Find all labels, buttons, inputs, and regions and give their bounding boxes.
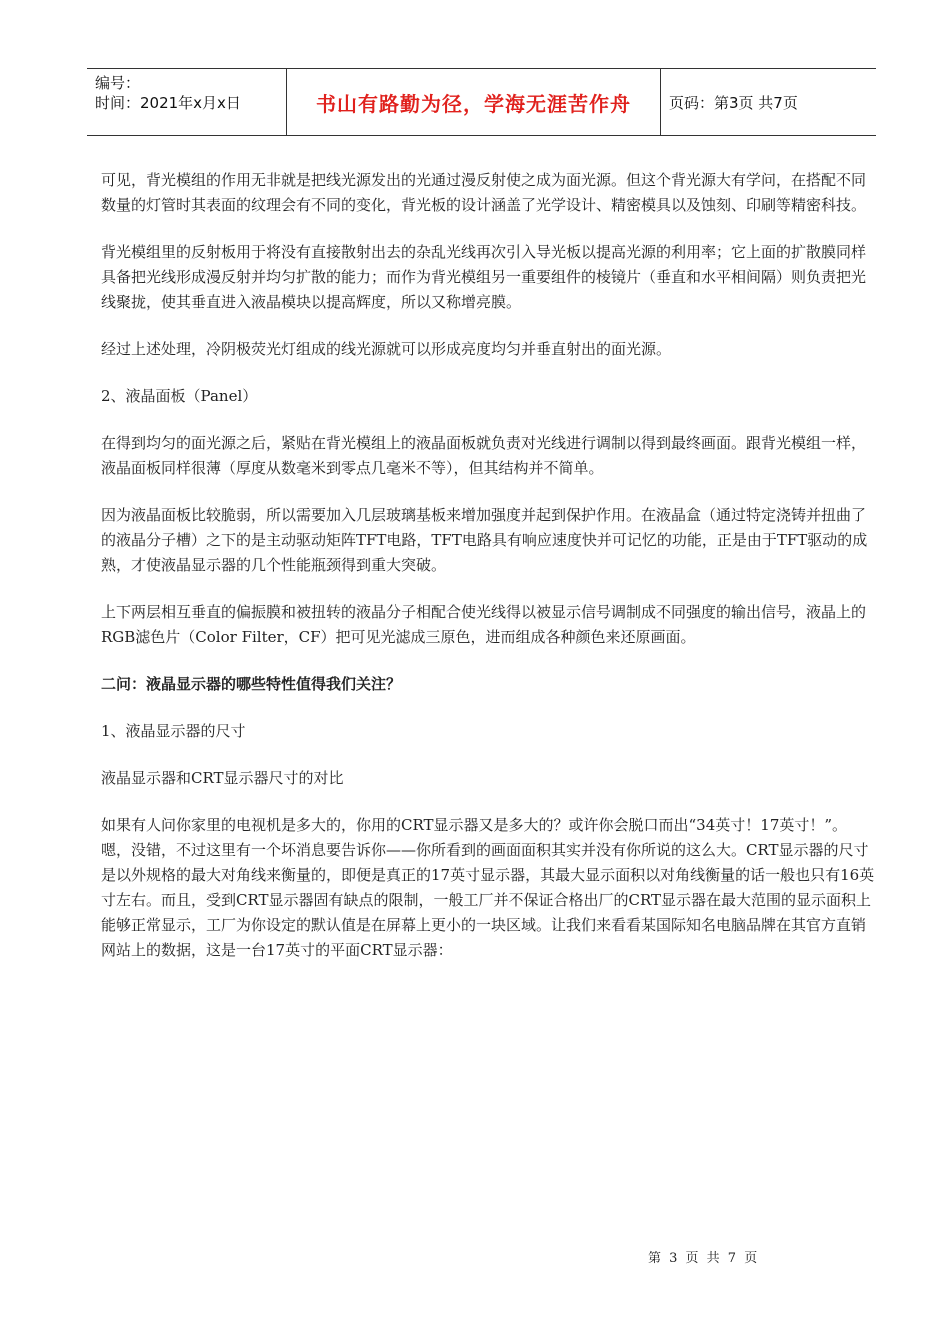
page-header [87,68,876,136]
section-heading-size: 1、液晶显示器的尺寸 [101,722,246,740]
paragraph-panel-intro: 在得到均匀的面光源之后，紧贴在背光模组上的液晶面板就负责对光线进行调制以得到最终画面。跟背光模组一样，液晶面板同样很薄（厚度从数毫米到零点几毫米不等），但其结构并不简单。 [101,434,867,477]
paragraph-crt-size: 如果有人问你家里的电视机是多大的，你用的CRT显示器又是多大的？或许你会脱口而出“34英寸！17英寸！”。嗯，没错，不过这里有一个坏消息要告诉你——你所看到的画面面积其实并没有你所说的这么大。CRT显示器的尺寸是以外规格的最大对角线来衡量的，即便是真正的17英寸显示器，其最大显示面积以对角线衡量的话一般也只有16英寸左右。而且，受到CRT显示器固有缺点的限制，一般工厂并不保证合格出厂的CRT显示器在最大范围的显示面积上能够正常显示，工厂为你设定的默认值是在屏幕上更小的一块区域。让我们来看看某国际知名电脑品牌在其官方直销网站上的数据，这是一台17英寸的平面CRT显示器： [101,816,875,959]
document-number-label: 编号： [95,74,141,92]
subheading-size-compare: 液晶显示器和CRT显示器尺寸的对比 [101,769,344,787]
paragraph-reflector: 背光模组里的反射板用于将没有直接散射出去的杂乱光线再次引入导光板以提高光源的利用率；它上面的扩散膜同样具备把光线形成漫反射并均匀扩散的能力；而作为背光模组另一重要组件的棱镜片（垂直和水平相间隔）则负责把光线聚拢，使其垂直进入液晶模块以提高辉度，所以又称增亮膜。 [101,243,867,311]
paragraph-backlight-role: 可见，背光模组的作用无非就是把线光源发出的光通过漫反射使之成为面光源。但这个背光源大有学问，在搭配不同数量的灯管时其表面的纹理会有不同的变化，背光板的设计涵盖了光学设计、精密模具以及蚀刻、印刷等精密科技。 [101,171,867,214]
paragraph-processing: 经过上述处理，冷阴极荧光灯组成的线光源就可以形成亮度均匀并垂直射出的面光源。 [101,340,672,358]
header-left-cell [87,69,287,135]
paragraph-polarizer: 上下两层相互垂直的偏振膜和被扭转的液晶分子相配合使光线得以被显示信号调制成不同强度的输出信号，液晶上的RGB滤色片（Color Filter，CF）把可见光滤成三原色，进而组成各种颜色来还原画面。 [101,603,867,646]
page-footer: 第 3 页 共 7 页 [648,1251,760,1266]
document-time-label: 时间：2021年x月x日 [95,94,241,112]
header-page-label: 页码：第3页 共7页 [669,93,798,112]
question-heading: 二问：液晶显示器的哪些特性值得我们关注？ [101,675,402,693]
document-body [101,168,877,985]
section-heading-panel: 2、液晶面板（Panel） [101,387,258,405]
header-motto: 书山有路勤为径，学海无涯苦作舟 [287,69,661,135]
paragraph-glass-substrate: 因为液晶面板比较脆弱，所以需要加入几层玻璃基板来增加强度并起到保护作用。在液晶盒（通过特定浇铸并扭曲了的液晶分子槽）之下的是主动驱动矩阵TFT电路，TFT电路具有响应速度快并可记忆的功能，正是由于TFT驱动的成熟，才使液晶显示器的几个性能瓶颈得到重大突破。 [101,506,868,574]
